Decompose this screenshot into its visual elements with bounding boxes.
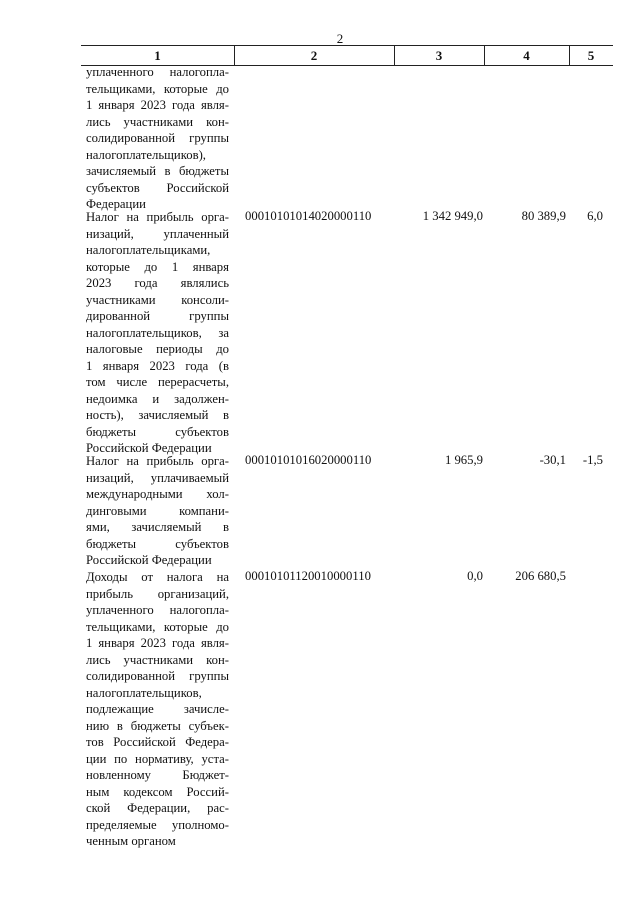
row-2-col4: -30,1 bbox=[539, 453, 566, 467]
description-line: Российской Федерации bbox=[86, 441, 212, 455]
description-line: бюджеты субъектов bbox=[86, 536, 229, 551]
description-line: том числе перерасчеты, bbox=[86, 375, 229, 389]
row-2-description bbox=[86, 453, 229, 569]
description-line: ченным органом bbox=[86, 834, 176, 848]
description-line: участниками консоли- bbox=[86, 292, 229, 307]
description-line: ской Федерации, рас- bbox=[86, 801, 229, 815]
description-line: налогоплательщиков), bbox=[86, 147, 206, 162]
row-3-description bbox=[86, 569, 229, 850]
row-1-col3: 1 342 949,0 bbox=[422, 209, 483, 223]
row-3-col3: 0,0 bbox=[467, 569, 483, 583]
description-line: лись участниками кон- bbox=[86, 114, 229, 129]
description-line: Налог на прибыль орга- bbox=[86, 454, 229, 468]
page-number: 2 bbox=[336, 31, 344, 46]
description-line: Федерации bbox=[86, 197, 146, 211]
description-line: 1 января 2023 года явля- bbox=[86, 98, 229, 112]
table-header bbox=[81, 45, 613, 66]
description-line: солидированной группы bbox=[86, 131, 229, 145]
row-0-description bbox=[86, 64, 229, 213]
description-line: ции по нормативу, уста- bbox=[86, 751, 229, 766]
description-line: ность), зачисляемый в bbox=[86, 408, 229, 422]
description-line: зачисляемый в бюджеты bbox=[86, 164, 229, 178]
header-col-3: 3 bbox=[435, 48, 443, 63]
description-line: уплаченного налогопла- bbox=[86, 603, 229, 617]
row-2-col3: 1 965,9 bbox=[444, 453, 483, 467]
row-2-code: 00010101016020000110 bbox=[245, 453, 372, 467]
header-col-1: 1 bbox=[154, 48, 161, 63]
description-line: которые до 1 января bbox=[86, 259, 229, 274]
row-3-col4: 206 680,5 bbox=[515, 569, 566, 583]
row-3-code: 00010101120010000110 bbox=[245, 569, 371, 583]
description-line: тельщиками, которые до bbox=[86, 619, 229, 634]
description-line: тельщиками, которые до bbox=[86, 81, 229, 96]
description-line: Налог на прибыль орга- bbox=[86, 210, 229, 224]
description-line: недоимка и задолжен- bbox=[86, 391, 229, 406]
row-1-col5: 6,0 bbox=[587, 209, 603, 223]
description-line: 2023 года являлись bbox=[86, 276, 229, 290]
description-line: бюджеты субъектов bbox=[86, 424, 229, 439]
description-line: нию в бюджеты субъек- bbox=[86, 718, 229, 733]
description-line: Российской Федерации bbox=[86, 553, 212, 567]
row-1-col4: 80 389,9 bbox=[521, 209, 566, 223]
description-line: налогоплательщиков, за bbox=[86, 325, 229, 340]
header-col-2: 2 bbox=[310, 48, 318, 63]
description-line: международными хол- bbox=[86, 487, 229, 501]
description-line: налогоплательщиков, bbox=[86, 685, 202, 700]
row-1-description bbox=[86, 209, 229, 457]
description-line: новленному Бюджет- bbox=[86, 768, 229, 782]
description-line: низаций, уплаченный bbox=[86, 226, 229, 241]
description-line: Доходы от налога на bbox=[86, 570, 229, 584]
header-col-5: 5 bbox=[587, 48, 595, 63]
description-line: 1 января 2023 года явля- bbox=[86, 636, 229, 650]
description-line: низаций, уплачиваемый bbox=[86, 470, 229, 485]
description-line: лись участниками кон- bbox=[86, 652, 229, 667]
description-line: налогоплательщиками, bbox=[86, 243, 211, 257]
row-2-col5: -1,5 bbox=[582, 453, 603, 467]
description-line: ями, зачисляемый в bbox=[86, 520, 229, 534]
description-line: подлежащие зачисле- bbox=[86, 702, 229, 716]
description-line: дированной группы bbox=[86, 309, 229, 323]
description-line: тов Российской Федера- bbox=[86, 735, 229, 749]
description-line: солидированной группы bbox=[86, 669, 229, 683]
row-1-code: 00010101014020000110 bbox=[245, 209, 372, 223]
header-col-4: 4 bbox=[523, 48, 530, 63]
description-line: субъектов Российской bbox=[86, 180, 229, 195]
description-line: пределяемые уполномо- bbox=[86, 817, 229, 832]
description-line: налоговые периоды до bbox=[86, 342, 229, 356]
description-line: уплаченного налогопла- bbox=[86, 65, 229, 79]
description-line: динговыми компани- bbox=[86, 503, 229, 518]
description-line: 1 января 2023 года (в bbox=[86, 358, 229, 373]
description-line: ным кодексом Россий- bbox=[86, 784, 229, 799]
description-line: прибыль организаций, bbox=[86, 586, 229, 601]
